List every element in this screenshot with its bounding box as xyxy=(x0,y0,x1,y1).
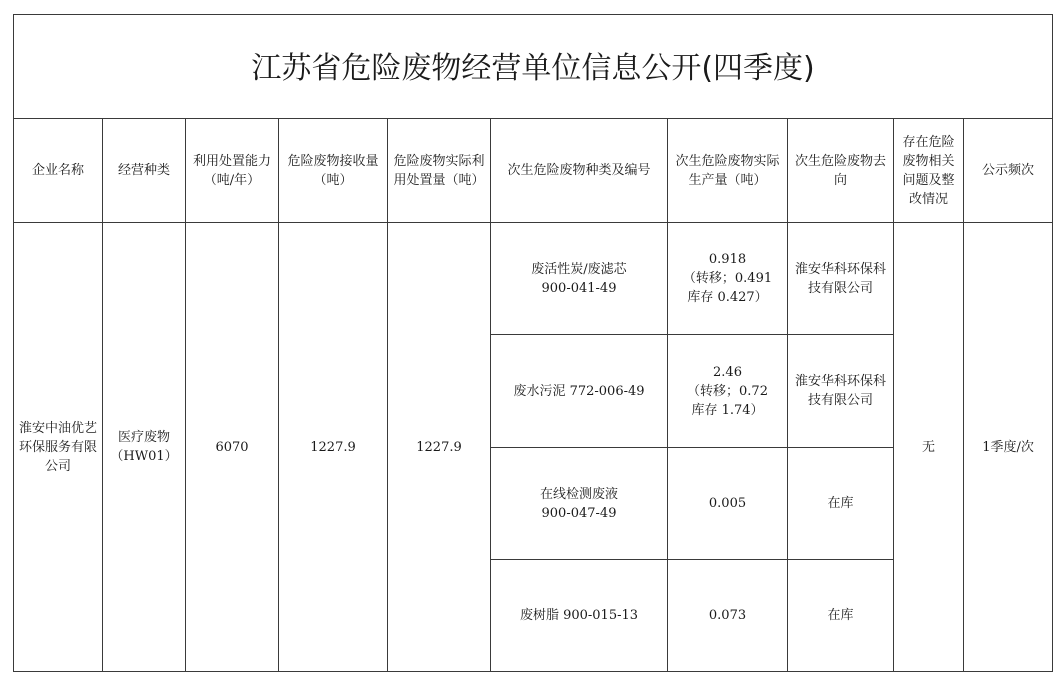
header-capacity: 利用处置能力（吨/年） xyxy=(186,119,279,223)
header-issues: 存在危险废物相关问题及整改情况 xyxy=(894,119,964,223)
header-received: 危险废物接收量（吨） xyxy=(279,119,388,223)
capacity-value: 6070 xyxy=(186,223,279,672)
secondary-type: 废树脂 900-015-13 xyxy=(491,560,668,672)
header-secondary-amount: 次生危险废物实际生产量（吨） xyxy=(668,119,788,223)
company-name: 淮安中油优艺环保服务有限公司 xyxy=(14,223,103,672)
header-secondary-type: 次生危险废物种类及编号 xyxy=(491,119,668,223)
header-actual-disposal: 危险废物实际利用处置量（吨） xyxy=(388,119,491,223)
secondary-dest: 在库 xyxy=(788,560,894,672)
business-type: 医疗废物（HW01） xyxy=(103,223,186,672)
secondary-amount: 0.918 （转移；0.491 库存 0.427） xyxy=(668,223,788,335)
received-value: 1227.9 xyxy=(279,223,388,672)
issues-value: 无 xyxy=(894,223,964,672)
header-business-type: 经营种类 xyxy=(103,119,186,223)
table-row xyxy=(14,223,1053,335)
secondary-dest: 在库 xyxy=(788,448,894,560)
secondary-dest: 淮安华科环保科技有限公司 xyxy=(788,223,894,335)
secondary-type: 废活性炭/废滤芯 900-041-49 xyxy=(491,223,668,335)
frequency-value: 1季度/次 xyxy=(964,223,1053,672)
secondary-dest: 淮安华科环保科技有限公司 xyxy=(788,335,894,448)
disclosure-table xyxy=(13,14,1053,672)
secondary-amount: 0.005 xyxy=(668,448,788,560)
secondary-amount: 2.46 （转移；0.72 库存 1.74） xyxy=(668,335,788,448)
header-frequency: 公示频次 xyxy=(964,119,1053,223)
header-secondary-dest: 次生危险废物去向 xyxy=(788,119,894,223)
actual-disposal-value: 1227.9 xyxy=(388,223,491,672)
page-title: 江苏省危险废物经营单位信息公开(四季度) xyxy=(14,15,1053,119)
header-company: 企业名称 xyxy=(14,119,103,223)
secondary-type: 废水污泥 772-006-49 xyxy=(491,335,668,448)
secondary-type: 在线检测废液 900-047-49 xyxy=(491,448,668,560)
secondary-amount: 0.073 xyxy=(668,560,788,672)
